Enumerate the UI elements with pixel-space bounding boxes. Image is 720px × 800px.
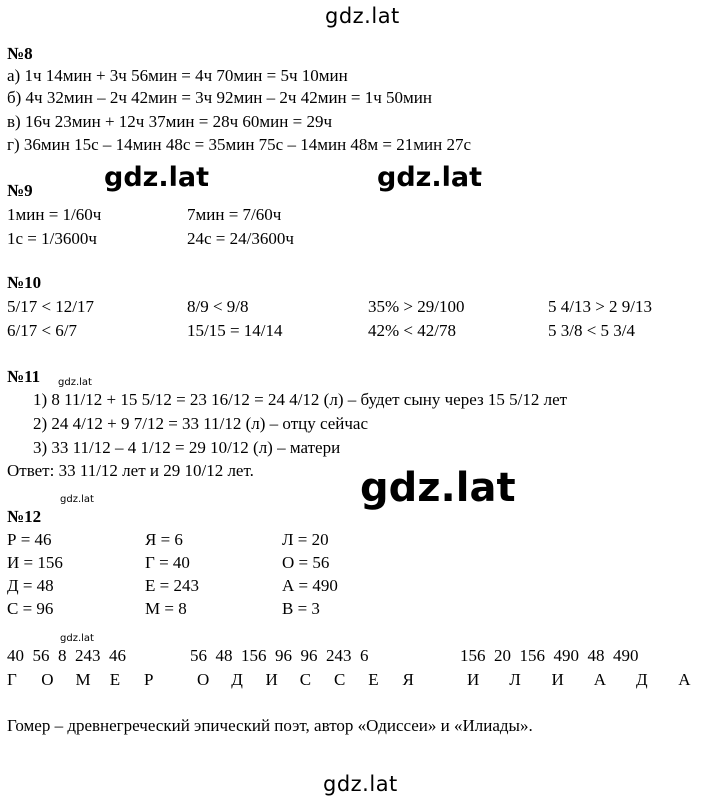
letter-value: Я = 6 xyxy=(145,530,183,549)
letter: Я xyxy=(402,670,414,689)
letter: Г xyxy=(7,670,17,689)
letter: С xyxy=(334,670,346,689)
letter: Л xyxy=(509,670,521,689)
task-11-line-1: 1) 8 11/12 + 15 5/12 = 23 16/12 = 24 4/12 (л) – будет сыну через 15 5/12 лет xyxy=(33,390,568,409)
letter-value: Е = 243 xyxy=(145,576,199,595)
letter-value: В = 3 xyxy=(282,599,320,618)
word-letters-odyssey xyxy=(197,670,433,690)
task-10-cell: 6/17 < 6/7 xyxy=(7,321,78,340)
letter: Е xyxy=(368,670,379,689)
letter: Д xyxy=(231,670,243,689)
letter: Е xyxy=(109,670,121,689)
letter-value: Л = 20 xyxy=(282,530,329,549)
letter: Д xyxy=(636,670,648,689)
watermark-small-2: gdz.lat xyxy=(60,494,94,505)
letter: С xyxy=(299,670,312,689)
word-numbers-odyssey: 56 48 156 96 96 243 6 xyxy=(190,646,369,665)
task-10-cell: 15/15 = 14/14 xyxy=(187,321,283,340)
letter: М xyxy=(75,670,91,689)
task-8-line-d: г) 36мин 15с – 14мин 48с = 35мин 75с – 14мин 48м = 21мин 27с xyxy=(7,135,472,154)
task-10-title: №10 xyxy=(7,273,42,292)
task-10-cell: 5 4/13 > 2 9/13 xyxy=(548,297,653,316)
letter: А xyxy=(593,670,607,689)
task-9-cell: 1мин = 1/60ч xyxy=(7,205,102,224)
watermark-bottom: gdz.lat xyxy=(323,772,398,796)
task-11-answer: Ответ: 33 11/12 лет и 29 10/12 лет. xyxy=(7,461,254,480)
letter: И xyxy=(265,670,278,689)
task-11-line-2: 2) 24 4/12 + 9 7/12 = 33 11/12 (л) – отцу сейчас xyxy=(33,414,369,433)
word-letters-iliad xyxy=(467,670,716,690)
conclusion-text: Гомер – древнегреческий эпический поэт, автор «Одиссеи» и «Илиады». xyxy=(7,716,533,735)
task-10-cell: 35% > 29/100 xyxy=(368,297,465,316)
letter-value: Р = 46 xyxy=(7,530,52,549)
watermark-small-3: gdz.lat xyxy=(60,633,94,644)
task-9-title: №9 xyxy=(7,181,33,200)
letter-value: Д = 48 xyxy=(7,576,54,595)
watermark-center: gdz.lat xyxy=(360,465,516,511)
watermark-top: gdz.lat xyxy=(325,4,400,28)
task-10-cell: 42% < 42/78 xyxy=(368,321,456,340)
letter-value: Г = 40 xyxy=(145,553,190,572)
letter-value: А = 490 xyxy=(282,576,338,595)
task-9-cell: 7мин = 7/60ч xyxy=(187,205,282,224)
task-10-cell: 8/9 < 9/8 xyxy=(187,297,249,316)
letter: И xyxy=(467,670,480,689)
letter-value: И = 156 xyxy=(7,553,63,572)
letter-value: М = 8 xyxy=(145,599,187,618)
letter: О xyxy=(41,670,54,689)
word-letters-homer xyxy=(7,670,174,690)
task-11-line-3: 3) 33 11/12 – 4 1/12 = 29 10/12 (л) – матери xyxy=(33,438,341,457)
task-8-line-a: а) 1ч 14мин + 3ч 56мин = 4ч 70мин = 5ч 10мин xyxy=(7,66,348,85)
task-8-line-b: б) 4ч 32мин – 2ч 42мин = 3ч 92мин – 2ч 42мин = 1ч 50мин xyxy=(7,88,432,107)
watermark-small-1: gdz.lat xyxy=(58,377,92,388)
watermark-left: gdz.lat xyxy=(104,162,210,193)
letter: Р xyxy=(144,670,154,689)
task-11-title: №11 xyxy=(7,367,41,386)
word-numbers-iliad: 156 20 156 490 48 490 xyxy=(460,646,639,665)
task-8-title: №8 xyxy=(7,44,33,63)
task-10-cell: 5 3/8 < 5 3/4 xyxy=(548,321,636,340)
task-9-cell: 24с = 24/3600ч xyxy=(187,229,294,248)
letter: И xyxy=(551,670,564,689)
task-8-line-c: в) 16ч 23мин + 12ч 37мин = 28ч 60мин = 29ч xyxy=(7,112,333,131)
task-12-title: №12 xyxy=(7,507,42,526)
word-numbers-homer: 40 56 8 243 46 xyxy=(7,646,126,665)
watermark-right: gdz.lat xyxy=(377,162,483,193)
letter-value: О = 56 xyxy=(282,553,330,572)
letter: А xyxy=(678,670,691,689)
task-10-cell: 5/17 < 12/17 xyxy=(7,297,95,316)
letter-value: С = 96 xyxy=(7,599,54,618)
letter: О xyxy=(197,670,210,689)
task-9-cell: 1с = 1/3600ч xyxy=(7,229,97,248)
